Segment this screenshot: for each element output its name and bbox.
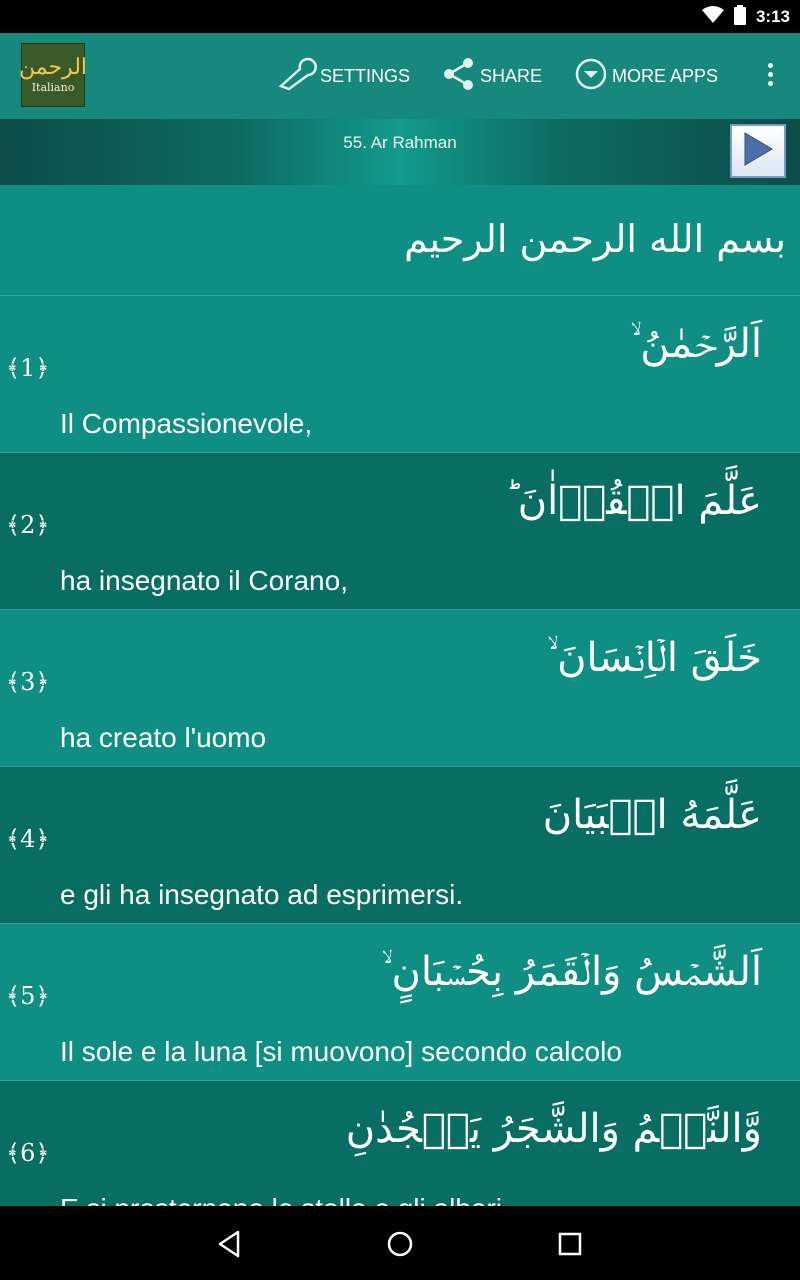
verse-number: ﴾4﴿ bbox=[6, 825, 50, 853]
wifi-icon bbox=[702, 6, 724, 28]
bismillah-text: بسم الله الرحمن الرحيم bbox=[404, 217, 786, 261]
verse-number: ﴾1﴿ bbox=[6, 354, 50, 382]
share-label: SHARE bbox=[480, 65, 543, 86]
verse-arabic: عَلَّمَهُ الۡبَيَانَ bbox=[542, 792, 762, 838]
verse-arabic: اَلرَّحۡمٰنُ ۙ bbox=[630, 321, 762, 367]
verse-translation: e gli ha insegnato ad esprimersi. bbox=[60, 879, 464, 910]
surah-title: 55. Ar Rahman bbox=[343, 133, 457, 152]
share-icon bbox=[442, 57, 480, 96]
verse-row[interactable] bbox=[0, 767, 800, 924]
surah-header bbox=[0, 119, 800, 185]
more-apps-button[interactable] bbox=[574, 33, 718, 119]
verse-translation: ha insegnato il Corano, bbox=[60, 565, 348, 596]
more-apps-label: MORE APPS bbox=[612, 65, 719, 86]
app-logo[interactable] bbox=[18, 43, 88, 107]
verse-row[interactable] bbox=[0, 924, 800, 1081]
play-icon bbox=[743, 132, 773, 170]
share-button[interactable] bbox=[442, 33, 542, 119]
settings-button[interactable] bbox=[278, 33, 410, 119]
recents-icon[interactable] bbox=[554, 1228, 586, 1260]
verse-row[interactable] bbox=[0, 296, 800, 453]
wrench-icon bbox=[278, 59, 320, 94]
clock: 3:13 bbox=[755, 6, 790, 26]
bismillah-row bbox=[0, 185, 800, 296]
verse-translation: Il Compassionevole, bbox=[60, 408, 313, 439]
verse-number: ﴾3﴿ bbox=[6, 668, 50, 696]
chevron-down-circle-icon bbox=[574, 57, 612, 96]
verse-row[interactable] bbox=[0, 610, 800, 767]
home-icon[interactable] bbox=[384, 1228, 416, 1260]
verse-arabic: خَلَقَ الۡاِنۡسَانَ ۙ bbox=[547, 635, 762, 681]
navigation-bar bbox=[0, 1206, 800, 1280]
back-icon[interactable] bbox=[214, 1228, 246, 1260]
overflow-menu-icon[interactable] bbox=[766, 63, 774, 89]
verse-number: ﴾6﴿ bbox=[6, 1139, 50, 1167]
verse-number: ﴾2﴿ bbox=[6, 511, 50, 539]
battery-icon bbox=[734, 5, 746, 29]
verse-row[interactable] bbox=[0, 453, 800, 610]
app-bar bbox=[0, 33, 800, 119]
verse-arabic: اَلشَّمۡسُ وَالۡقَمَرُ بِحُسۡبَانٍ ۙ bbox=[381, 949, 762, 995]
verse-arabic: عَلَّمَ الۡقُرۡاٰنَ ؕ bbox=[504, 478, 762, 524]
app-logo-language: Italiano bbox=[31, 81, 75, 94]
verse-list[interactable] bbox=[0, 296, 800, 1206]
verse-number: ﴾5﴿ bbox=[6, 982, 50, 1010]
play-button[interactable] bbox=[730, 124, 786, 178]
settings-label: SETTINGS bbox=[320, 65, 411, 86]
verse-arabic: وَّالنَّجۡمُ وَالشَّجَرُ يَسۡجُدٰنِ bbox=[345, 1106, 762, 1152]
verse-translation: ha creato l'uomo bbox=[60, 722, 267, 753]
app-logo-arabic: الرحمن bbox=[18, 55, 88, 80]
verse-translation: Il sole e la luna [si muovono] secondo calcolo bbox=[60, 1036, 622, 1067]
status-bar bbox=[0, 0, 800, 33]
